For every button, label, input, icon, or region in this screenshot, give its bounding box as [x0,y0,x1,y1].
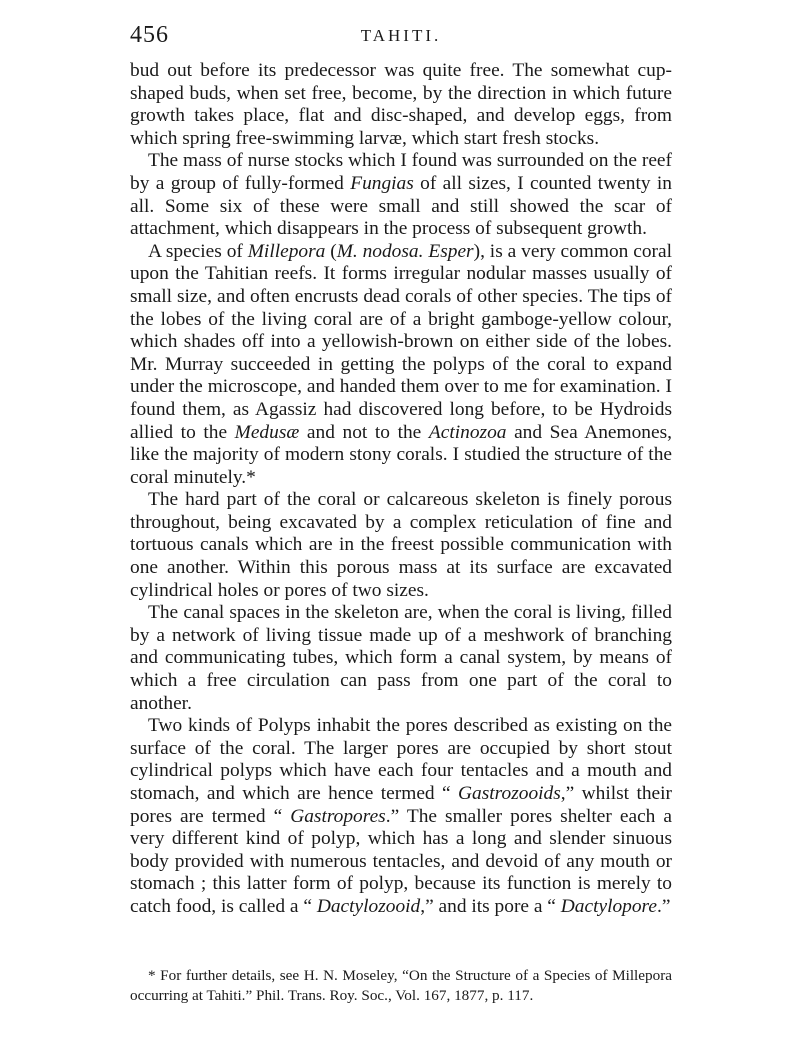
paragraph-text: and not to the [299,421,429,443]
italic-term: M. nodosa. Esper [336,240,474,262]
paragraph-text: ), is a very common coral upon the Tahitian reefs. It forms irregular nodular masses usually of small size, and often encrusts dead corals of other species. The tips of the lobes of the living coral are of a bright gamboge-yellow colour, which shades off into a yellowish-brown on either side of the lobes. Mr. Murray succeeded in getting the polyps of the coral to expand under the microscope, and handed them over to me for examination. I found them, as Agassiz had discovered long before, to be Hydroids allied to the [130,240,672,443]
italic-term: Gastropores [290,805,386,827]
italic-term: Medusæ [234,421,300,443]
italic-term: Actinozoa [428,421,507,443]
footnote [130,966,672,1006]
paragraph-5 [130,602,672,715]
paragraph-text: A species of [148,240,248,262]
paragraph-text: ( [325,240,337,262]
italic-term: Dactylozooid [316,895,421,917]
paragraph-1 [130,60,672,150]
paragraph-text: of all sizes, I counted twenty in all. Some six of these were small and still showed the scar of attachment, which disappears in the process of subsequent growth. [130,172,672,240]
italic-term: Fungias [350,172,414,194]
paragraph-text: The canal spaces in the skeleton are, when the coral is living, filled by a network of living tissue made up of a meshwork of branching and communicating tubes, which form a canal system, by means of which a free circulation can pass from one part of the coral to another. [130,602,672,714]
paragraph-6 [130,715,672,918]
paragraph-text: ,” whilst their pores are termed “ [130,783,672,827]
page-header [130,22,672,54]
paragraph-2 [130,150,672,240]
paragraph-text: The hard part of the coral or calcareous skeleton is finely porous throughout, being excavated by a complex reticulation of fine and tortuous canals which are in the freest possible communication with one another. Within this porous mass at its surface are excavated cylindrical holes or pores of two sizes. [130,489,672,601]
paragraph-text: .” [656,895,671,917]
paragraph-text: Two kinds of Polyps inhabit the pores described as existing on the surface of the coral. The larger pores are occupied by short stout cylindrical polyps which have each four tentacles and a mouth and stomach, and which are hence termed “ [130,715,672,804]
running-head: TAHITI. [360,26,442,45]
body-text [130,60,672,919]
paragraph-3 [130,241,672,490]
italic-term: Gastrozooids [458,783,561,804]
paragraph-text: and Sea Anemones, like the majority of modern stony corals. I studied the structure of the coral minutely.* [130,421,672,488]
paragraph-text: bud out before its predecessor was quite free. The somewhat cup-shaped buds, when set free, become, by the direction in which future growth takes place, flat and disc-shaped, and develop eggs, from which spring free-swimming larvæ, which start fresh stocks. [130,60,672,149]
paragraph-4 [130,489,672,602]
paragraph-text: The mass of nurse stocks which I found was surrounded on the reef by a group of fully-formed [130,150,672,194]
italic-term: Dactylopore [560,895,657,917]
paragraph-text: .” The smaller pores shelter each a very different kind of polyp, which has a long and slender sinuous body provided with numerous tentacles, and devoid of any mouth or stomach ; this latter form of polyp, because its function is merely to catch food, is called a “ [130,805,672,917]
page-number: 456 [130,22,169,48]
paragraph-text: ,” and its pore a “ [420,895,561,917]
footnote-text: * For further details, see H. N. Moseley, “On the Structure of a Species of Millepora occurring at Tahiti.” Phil. Trans. Roy. Soc., Vol. 167, 1877, p. 117. [130,967,672,1004]
italic-term: Millepora [247,240,326,262]
